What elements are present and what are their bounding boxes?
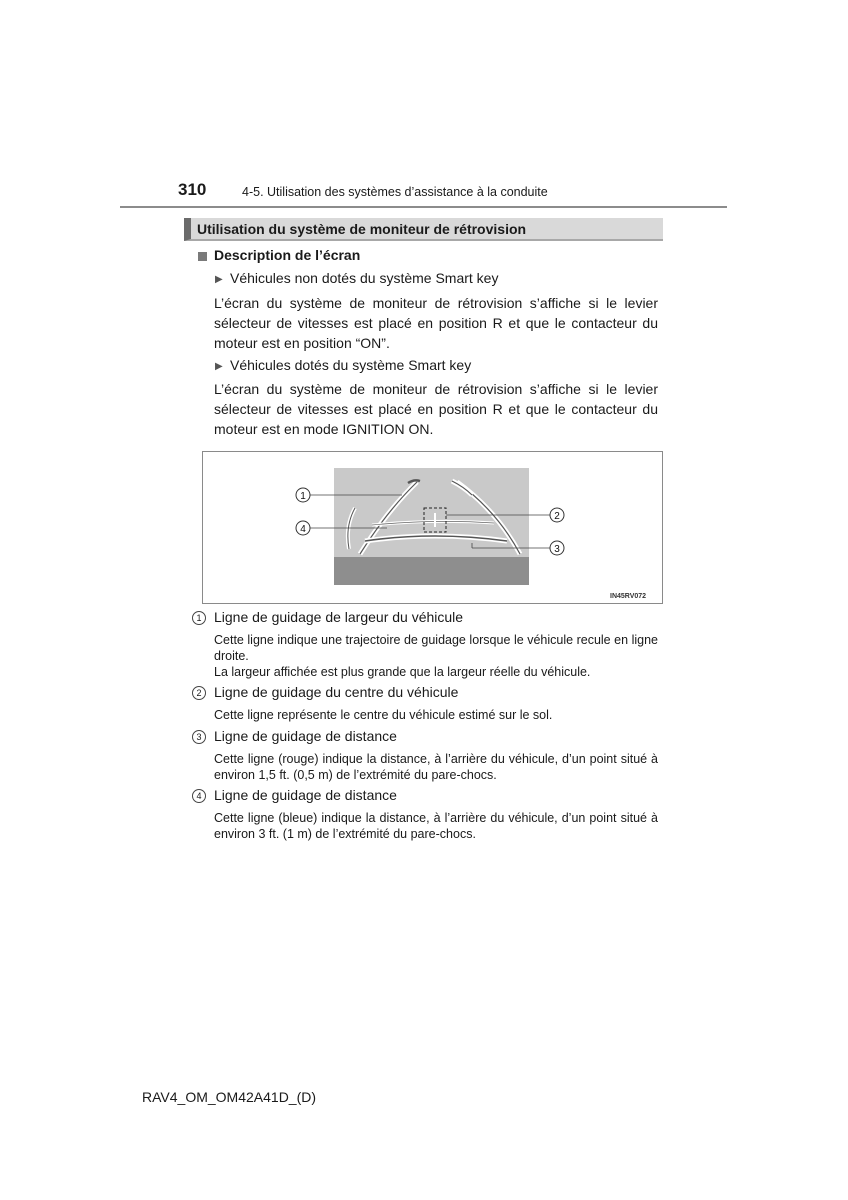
legend-description: Cette ligne indique une trajectoire de guidage lorsque le véhicule recule en ligne droite. [214,633,658,663]
item-paragraph: L’écran du système de moniteur de rétrovision s’affiche si le levier sélecteur de vitesses est placé en position R et que le contacteur du moteur est en position “ON”. [214,295,658,351]
legend-number-4: 4 [192,789,206,803]
document-code: RAV4_OM_OM42A41D_(D) [142,1089,317,1105]
svg-text:3: 3 [554,544,560,555]
square-bullet-icon [198,252,207,261]
rear-view-monitor-illustration [202,451,663,604]
callout-4 [296,521,310,535]
legend-title: Ligne de guidage de largeur du véhicule [214,609,464,625]
svg-text:4: 4 [300,524,306,535]
callout-1 [296,488,310,502]
legend-description: Cette ligne (rouge) indique la distance, à l’arrière du véhicule, d’un point situé à environ 1,5 ft. (0,5 m) de l’extrémité du pare-chocs. [214,752,658,782]
legend-description: Cette ligne représente le centre du véhicule estimé sur le sol. [214,708,553,722]
legend-number-3: 3 [192,730,206,744]
legend-title: Ligne de guidage de distance [214,728,397,744]
callout-3 [550,541,564,555]
legend-title: Ligne de guidage du centre du véhicule [214,684,459,700]
figure-code: IN45RV072 [610,593,647,600]
header-divider [120,206,727,208]
section-title: Utilisation du système de moniteur de rétrovision [197,221,527,237]
item-label: Véhicules dotés du système Smart key [230,357,472,373]
bumper-area [334,557,529,585]
legend-number-1: 1 [192,611,206,625]
callout-2 [550,508,564,522]
item-label: Véhicules non dotés du système Smart key [230,270,499,286]
triangle-bullet-icon: ▶ [215,274,223,285]
page-number: 310 [178,180,207,199]
svg-text:2: 2 [554,511,560,522]
legend-title: Ligne de guidage de distance [214,787,397,803]
legend-number-2: 2 [192,686,206,700]
legend-description-note: La largeur affichée est plus grande que la largeur réelle du véhicule. [214,665,591,679]
svg-text:1: 1 [300,491,306,502]
chapter-title: 4-5. Utilisation des systèmes d’assistance à la conduite [242,185,548,199]
subheading: Description de l’écran [214,247,361,263]
triangle-bullet-icon: ▶ [215,361,223,372]
item-paragraph: L’écran du système de moniteur de rétrovision s’affiche si le levier sélecteur de vitesses est placé en position R et que le contacteur du moteur est en mode IGNITION ON. [214,381,658,437]
legend-description: Cette ligne (bleue) indique la distance, à l’arrière du véhicule, d’un point situé à environ 3 ft. (1 m) de l’extrémité du pare-chocs. [214,811,658,841]
